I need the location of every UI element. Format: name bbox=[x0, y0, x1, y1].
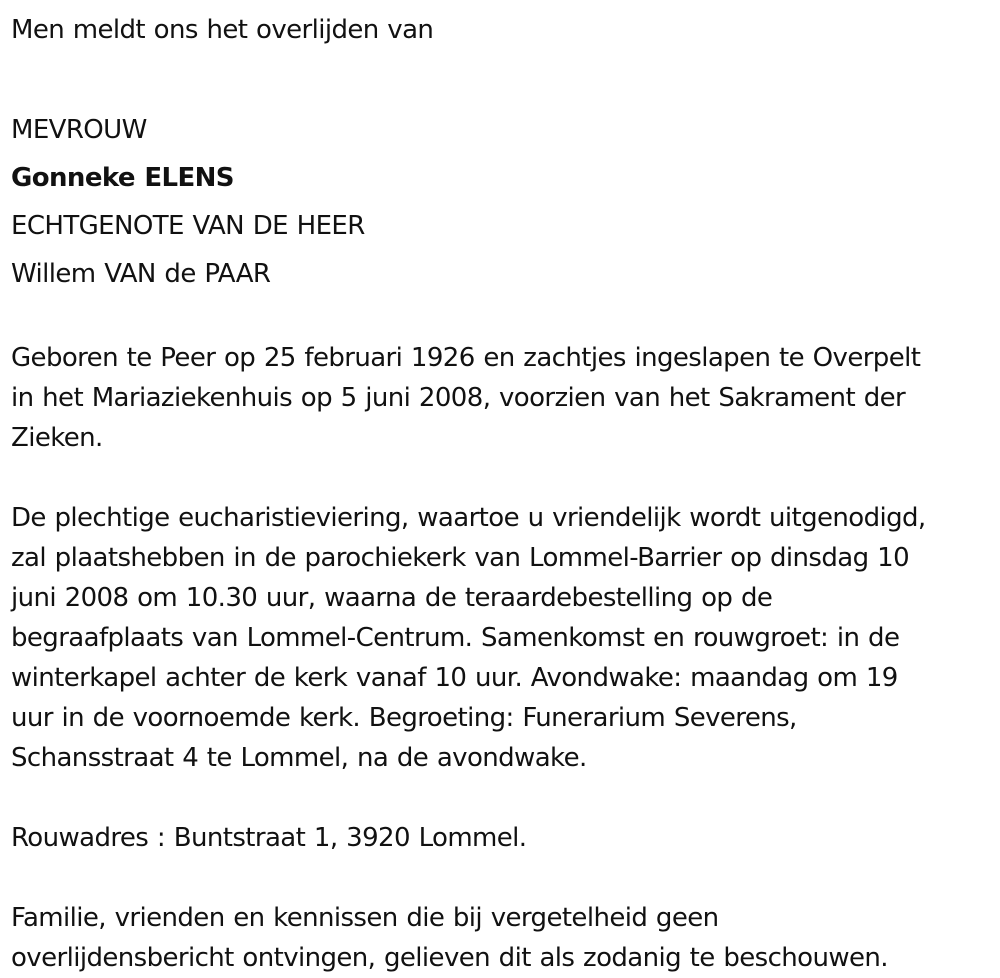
birth-line: Geboren te Peer op 25 februari 1926 en zachtjes ingeslapen te Overpelt bbox=[11, 343, 921, 373]
ceremony-line: begraafplaats van Lommel-Centrum. Samenkomst en rouwgroet: in de bbox=[11, 623, 900, 653]
birth-line: in het Mariaziekenhuis op 5 juni 2008, voorzien van het Sakrament der bbox=[11, 383, 906, 413]
spouse-name: Willem VAN de PAAR bbox=[11, 259, 271, 289]
spacer bbox=[11, 458, 996, 498]
closing-paragraph bbox=[11, 898, 996, 978]
birth-line: Zieken. bbox=[11, 423, 103, 453]
address-paragraph bbox=[11, 818, 996, 858]
address-line: Rouwadres : Buntstraat 1, 3920 Lommel. bbox=[11, 823, 527, 853]
ceremony-line: De plechtige eucharistieviering, waartoe u vriendelijk wordt uitgenodigd, bbox=[11, 503, 926, 533]
salutation: MEVROUW bbox=[11, 115, 147, 145]
spacer bbox=[11, 54, 996, 106]
birth-paragraph bbox=[11, 338, 996, 458]
ceremony-line: winterkapel achter de kerk vanaf 10 uur. Avondwake: maandag om 19 bbox=[11, 663, 898, 693]
ceremony-paragraph bbox=[11, 498, 996, 778]
spacer bbox=[11, 858, 996, 898]
spacer bbox=[11, 778, 996, 818]
ceremony-line: zal plaatshebben in de parochiekerk van Lommel-Barrier op dinsdag 10 bbox=[11, 543, 910, 573]
spouse-label: ECHTGENOTE VAN DE HEER bbox=[11, 211, 365, 241]
death-notice bbox=[11, 6, 996, 978]
ceremony-line: uur in de voornoemde kerk. Begroeting: Funerarium Severens, bbox=[11, 703, 797, 733]
deceased-name: Gonneke ELENS bbox=[11, 163, 234, 193]
ceremony-line: Schansstraat 4 te Lommel, na de avondwake. bbox=[11, 743, 587, 773]
intro-text: Men meldt ons het overlijden van bbox=[11, 15, 434, 45]
closing-line: overlijdensbericht ontvingen, gelieven dit als zodanig te beschouwen. bbox=[11, 943, 888, 973]
ceremony-line: juni 2008 om 10.30 uur, waarna de teraardebestelling op de bbox=[11, 583, 773, 613]
closing-line: Familie, vrienden en kennissen die bij vergetelheid geen bbox=[11, 903, 719, 933]
spacer bbox=[11, 298, 996, 338]
